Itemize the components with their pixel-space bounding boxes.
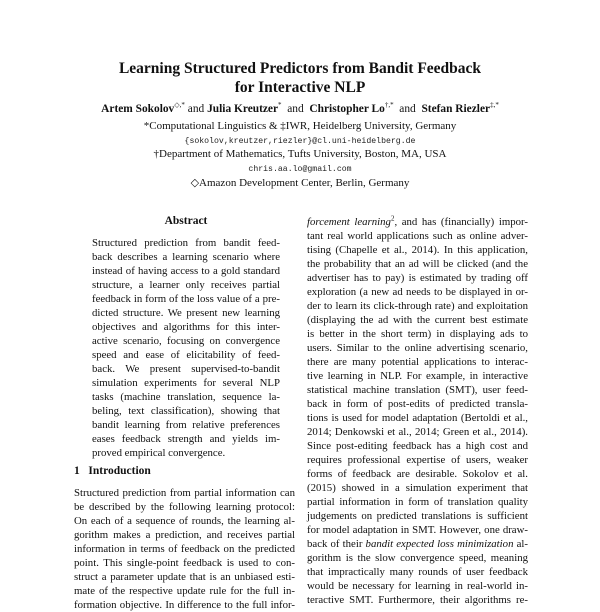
italic-term: forcement learning	[307, 216, 391, 228]
body-line: (displaying the ad with the current best estimate	[307, 314, 528, 326]
email-2: chris.aa.lo@gmail.com	[248, 165, 352, 174]
paper-title	[0, 59, 600, 97]
body-line: gorithm makes a prediction, and receives partial	[74, 529, 295, 541]
body-line: (2015) showed in a simulation experiment that	[307, 482, 528, 494]
author-name: Artem Sokolov	[101, 103, 175, 115]
body-line: would be necessary for learning in real-world in-	[307, 580, 528, 592]
author-separator: and	[187, 103, 205, 115]
abstract-line: tasks (machine translation, sequence la-	[92, 391, 280, 403]
body-line: judgements on predicted translations is sufficient	[307, 510, 528, 522]
abstract-line: bandit learning from relative preferences	[92, 419, 280, 431]
abstract-line: speed and ease of elicitability of feed-	[92, 349, 280, 361]
body-line: that impractically many rounds of user feedback	[307, 566, 528, 578]
author-mark: *	[278, 101, 282, 110]
affiliation-1: *Computational Linguistics & ‡IWR, Heidelberg University, Germany	[143, 120, 457, 132]
abstract-line: structure, a learner only receives partial	[92, 279, 280, 291]
body-line: requires professional expertise of users, weaker	[307, 454, 528, 466]
affiliation-3: ◇Amazon Development Center, Berlin, Germany	[190, 177, 410, 189]
abstract-line: feedback in form of the loss value of a pre-	[92, 293, 280, 305]
abstract-line: beling, text classification), showing that	[92, 405, 280, 417]
email-1: {sokolov,kreutzer,riezler}@cl.uni-heidelberg.de	[184, 137, 416, 146]
affiliation-2: †Department of Mathematics, Tufts University, Boston, MA, USA	[153, 148, 447, 160]
abstract-line: simulation experiments for several NLP	[92, 377, 280, 389]
author-mark: ◇,*	[174, 101, 185, 110]
author-name: Julia Kreutzer	[207, 103, 279, 115]
abstract-line: Structured prediction from bandit feed-	[92, 237, 280, 249]
abstract-line: proved empirical convergence.	[92, 447, 226, 459]
body-line: On each of a sequence of rounds, the learning al-	[74, 515, 295, 527]
author-separator: and	[399, 103, 416, 115]
title-line-2: for Interactive NLP	[234, 79, 366, 96]
body-line: formation objective. In difference to the full infor-	[74, 599, 295, 611]
body-line: Structured prediction from partial information can	[74, 487, 295, 499]
body-line	[307, 537, 528, 551]
body-line: 2014; Denkowski et al., 2014; Green et al., 2014).	[307, 426, 528, 438]
abstract-line: instead of having access to a gold standard	[92, 265, 280, 277]
body-line: tising (Chapelle et al., 2014). In this application,	[307, 244, 528, 256]
footnote-mark: 2	[390, 214, 395, 223]
author-separator: and	[287, 103, 304, 115]
abstract-line: back describes a learning scenario where	[92, 251, 280, 263]
abstract-line: active scenario, focusing on convergence	[92, 335, 280, 347]
body-text: , and has (financially) impor-	[394, 216, 528, 228]
italic-term: bandit expected loss minimization	[365, 538, 514, 550]
author-name: Christopher Lo	[309, 103, 385, 115]
body-line: back in form of post-edits of predicted transla-	[307, 398, 528, 410]
abstract-heading: Abstract	[164, 215, 208, 227]
body-text: al-	[513, 538, 528, 550]
author-name: Stefan Riezler	[421, 103, 491, 115]
body-line: mate of the respective update rule for the full in-	[74, 585, 295, 597]
section-title: Introduction	[88, 465, 151, 477]
author-mark: ‡,*	[490, 101, 499, 110]
body-line: advertiser has to pay) is estimated by trading off	[307, 272, 528, 284]
body-text: back of their	[307, 538, 366, 550]
abstract-line: eases feedback strength and yields im-	[92, 433, 280, 445]
author-mark: †,*	[384, 101, 394, 110]
body-line: struct a parameter update that is an unbiased esti-	[74, 571, 295, 583]
section-heading	[74, 465, 151, 477]
abstract-line: back. We present supervised-to-bandit	[92, 363, 280, 375]
body-line: der to learn its click-through rate) and exploitation	[307, 300, 528, 312]
body-line: there are many potential applications to interac-	[307, 356, 528, 368]
abstract-line: dicted structure. We present new learning	[92, 307, 280, 319]
body-line: users. Similar to the online advertising scenario,	[307, 342, 528, 354]
body-line: teractive SMT. Furthermore, their algorithms re-	[307, 594, 528, 606]
body-line: tive learning in NLP. For example, in interactive	[307, 370, 528, 382]
body-line: is better in the short term) in displaying ads to	[307, 328, 528, 340]
abstract-line: objectives and algorithms for this inter-	[92, 321, 280, 333]
body-line: exploration (a new ad needs to be displayed in or-	[307, 286, 528, 298]
body-line: tions is used for model adaptation (Bertoldi et al.,	[307, 412, 528, 424]
body-line: be described by the following learning protocol:	[74, 501, 295, 513]
body-line: forms of feedback are desirable. Sokolov et al.	[307, 468, 528, 480]
title-line-1: Learning Structured Predictors from Bandit Feedback	[118, 60, 482, 77]
body-line: tant real world applications such as online adver-	[307, 230, 528, 242]
body-line: point. This single-point feedback is used to con-	[74, 557, 295, 569]
body-line: Since post-editing feedback has a high cost and	[307, 440, 528, 452]
body-line: partial information in form of translation quality	[307, 496, 528, 508]
body-line: statistical machine translation (SMT), user feed-	[307, 384, 528, 396]
body-line: for model adaptation in SMT. However, one draw-	[307, 524, 528, 536]
body-line	[307, 215, 528, 229]
author-list	[0, 103, 600, 115]
body-line: gorithm is the slow convergence speed, meaning	[307, 552, 528, 564]
body-line: information in terms of feedback on the predicted	[74, 543, 295, 555]
body-line: the probability that an ad will be clicked (and the	[307, 258, 528, 270]
section-number: 1	[74, 465, 80, 477]
